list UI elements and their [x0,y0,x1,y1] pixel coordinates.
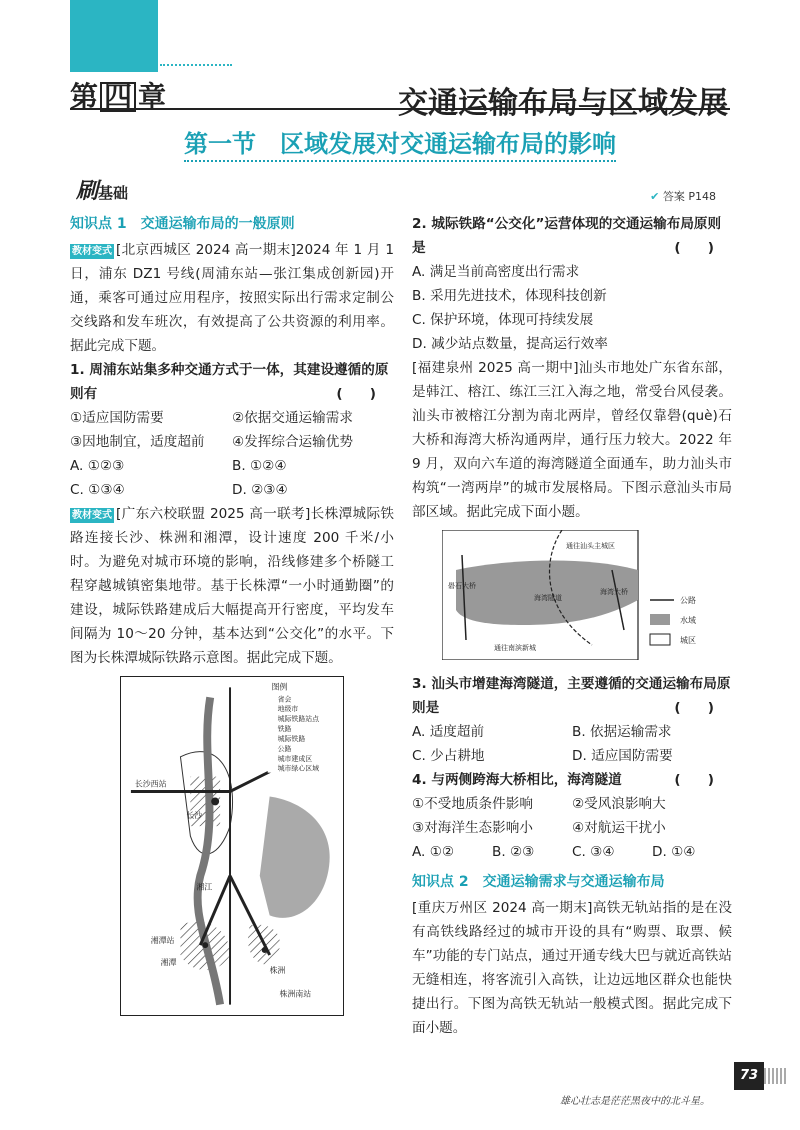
practice-badge [76,174,128,205]
legend-item: 铁路 [277,725,292,734]
question-3-stem: 3. 汕头市增建海湾隧道，主要遵循的交通运输布局原则是 [412,676,731,716]
answer-blank: ( ) [674,772,714,788]
answer-reference [650,188,716,204]
passage-2 [70,502,394,670]
map-label: 株洲南站 [279,989,312,999]
q1-options-row-1 [70,454,394,478]
chapter-number: 四 [100,82,136,112]
passage-1-text: [北京西城区 2024 高一期末]2024 年 1 月 1 日，浦东 DZ1 号线(周浦东站—张江集成创新园)开通，乘客可通过应用程序，按照实际出行需求定制公交线路和发车班次，有效提高了公共资源的利用率。据此完成下题。 [70,242,394,354]
q2-option: B. 采用先进技术，体现科技创新 [412,288,607,304]
changzhutan-map [120,676,344,1016]
q1-option: B. ①②④ [232,458,287,474]
right-column [412,212,732,1040]
check-icon: ✔ [650,190,660,203]
q4-options-row [412,840,732,864]
question-3 [412,672,732,720]
question-2 [412,212,732,260]
page-number-dots [764,1068,788,1084]
q3-option: A. 适度超前 [412,724,485,740]
legend-item: 省会 [277,695,292,704]
q2-option: D. 减少站点数量，提高运行效率 [412,336,608,352]
page-number: 73 [734,1062,764,1090]
badge-sub: 基础 [98,184,129,202]
legend-item: 城市建成区 [277,754,313,763]
legend-item: 地级市 [277,705,299,714]
map-label: 海湾大桥 [600,588,628,596]
header-dots [160,64,232,66]
zhuzhou-city [262,947,268,953]
left-column [70,212,394,1024]
q4-items-row-1 [412,792,732,816]
chapter-divider [70,108,730,110]
q4-option: D. ①④ [652,844,696,860]
knowledge-point-2: 知识点 2 交通运输需求与交通运输布局 [412,874,665,890]
passage-1 [70,238,394,358]
q4-items-row-2 [412,816,732,840]
shantou-map [442,530,718,660]
map-label: 株洲 [269,965,286,975]
q1-option: D. ②③④ [232,482,288,498]
q1-item: ③因地制宜，适度超前 [70,434,205,450]
q1-option: C. ①③④ [70,482,125,498]
q3-option: C. 少占耕地 [412,748,485,764]
q4-option: C. ③④ [572,844,615,860]
passage-4: [重庆万州区 2024 高一期末]高铁无轨站指的是在没有高铁线路经过的城市开设的具有“购票、取票、候车”功能的专门站点，通过开通专线大巴与就近高铁站无缝相连，将客流引入高铁，让边远地区群众也能快捷出行。下图为高铁无轨站一般模式图。据此完成下面小题。 [412,900,732,1036]
q3-options-row-2 [412,744,732,768]
q4-option: B. ②③ [492,844,535,860]
map-label: 海湾隧道 [534,594,562,602]
q3-option: B. 依据运输需求 [572,724,672,740]
legend-title: 图例 [271,682,288,692]
map-label: 通往南滨新城 [494,644,536,652]
q1-item: ④发挥综合运输优势 [232,434,353,450]
section-title: 第一节 区域发展对交通运输布局的影响 [184,130,616,158]
q1-option: A. ①②③ [70,458,125,474]
green-core-area [260,796,330,917]
q2-option: C. 保护环境，体现可持续发展 [412,312,594,328]
q1-item: ①适应国防需要 [70,410,164,426]
chapter-post: 章 [138,80,167,113]
textbook-tag: 教材变式 [72,510,112,521]
q1-items-row-1 [70,406,394,430]
answer-ref-text: 答案 P148 [662,190,716,203]
question-2-stem: 2. 城际铁路“公交化”运营体现的交通运输布局原则是 [412,216,722,256]
legend-item: 城际铁路站点 [277,715,320,724]
q4-option: A. ①② [412,844,455,860]
textbook-tag: 教材变式 [72,246,112,257]
legend-item: 公路 [277,744,292,753]
xiangtan-city [202,942,208,948]
q3-options-row-1 [412,720,732,744]
q4-item: ①不受地质条件影响 [412,796,533,812]
map-label: 湘潭站 [150,936,175,946]
footer-slogan: 雄心壮志是茫茫黑夜中的北斗星。 [560,1096,710,1107]
q4-item: ③对海洋生态影响小 [412,820,533,836]
map-label: 长沙西站 [134,779,167,789]
legend-item: 城区 [680,636,696,645]
changsha-capital [211,797,219,805]
chapter-title: 交通运输布局与区域发展 [398,86,728,121]
legend-item: 城市绿心区域 [277,764,320,773]
chapter-pre: 第 [70,80,99,113]
legend-water-swatch [650,614,670,625]
header-color-block [70,0,158,72]
knowledge-point-1: 知识点 1 交通运输布局的一般原则 [70,216,295,232]
map-label: 湘潭 [160,957,177,967]
map-label: 湘江 [196,882,213,892]
section-underline [184,160,616,162]
question-4 [412,768,732,792]
legend-city-swatch [650,634,670,645]
q1-options-row-2 [70,478,394,502]
legend-item: 水域 [680,616,696,625]
passage-2-text: [广东六校联盟 2025 高一联考]长株潭城际铁路连接长沙、株洲和湘潭，设计速度 200 千米/小时。为避免对城市环境的影响，沿线修建多个桥隧工程穿越城镇密集地带。基于长株潭“一小时通勤圈”的建设，城际铁路建成后大幅提高开行密度，平均发车间隔为 10～20 分钟，基本达到“公交化”的水平。下图为长株潭城际铁路示意图。据此完成下题。 [70,506,394,666]
answer-blank: ( ) [336,386,376,402]
answer-blank: ( ) [674,700,714,716]
question-1 [70,358,394,406]
q1-items-row-2 [70,430,394,454]
map-label: 礐石大桥 [448,582,476,590]
question-4-stem: 4. 与两侧跨海大桥相比，海湾隧道 [412,772,622,788]
q4-item: ②受风浪影响大 [572,796,666,812]
q1-item: ②依据交通运输需求 [232,410,353,426]
answer-blank: ( ) [674,240,714,256]
badge-main: 刷 [76,179,99,204]
question-1-stem: 1. 周浦东站集多种交通方式于一体，其建设遵循的原则有 [70,362,389,402]
q4-item: ④对航运干扰小 [572,820,666,836]
map-label: 长沙 [186,811,203,821]
legend-item: 城际铁路 [277,734,306,743]
q2-option: A. 满足当前高密度出行需求 [412,264,580,280]
legend-item: 公路 [680,596,696,605]
q3-option: D. 适应国防需要 [572,748,673,764]
map-label: 通往汕头主城区 [566,542,615,550]
passage-3: [福建泉州 2025 高一期中]汕头市地处广东省东部，是韩江、榕江、练江三江入海之地，常受台风侵袭。汕头市被榕江分割为南北两岸，曾经仅靠礐(què)石大桥和海湾大桥沟通两岸，通行压力较大。2022 年 9 月，双向六车道的海湾隧道全面通车，助力汕头市构筑“一湾两岸”的城市发展格局。下图示意汕头市局部区域。据此完成下面小题。 [412,360,732,520]
